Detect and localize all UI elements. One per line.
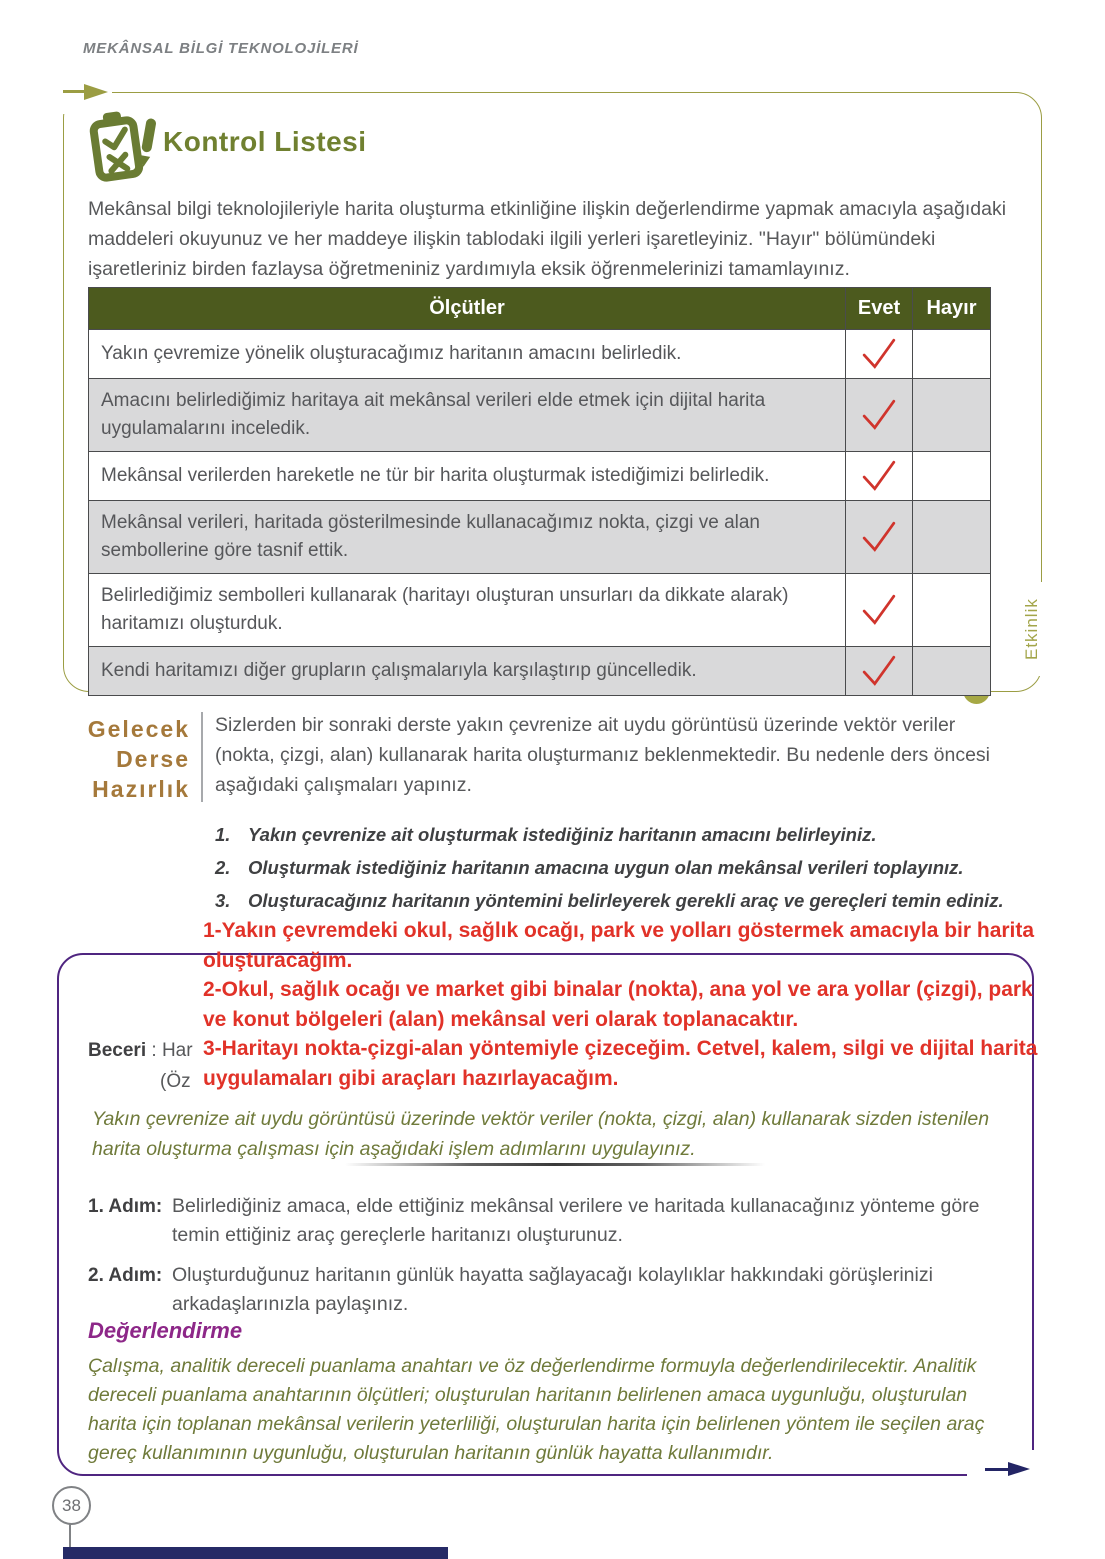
gelecek-derse-hazirlik-label	[86, 714, 190, 804]
beceri-rest: : Har	[146, 1040, 193, 1061]
evet-cell	[846, 330, 913, 379]
table-row	[89, 574, 991, 647]
evet-cell	[846, 379, 913, 452]
side-tab-label: Etkinlik	[1022, 598, 1041, 660]
answer-line: 2-Okul, sağlık ocağı ve market gibi binalar (nokta), ana yol ve ara yollar (çizgi), park ve konut bölgeleri (alan) mekânsal veri olarak toplanacaktır.	[203, 978, 1033, 1031]
column-header-olcutler: Ölçütler	[89, 288, 846, 330]
application-intro: Yakın çevrenize ait uydu görüntüsü üzerinde vektör veriler (nokta, çizgi, alan) kullanarak sizden istenilen harita oluşturma çalışması için aşağıdaki işlem adımlarını uygulayınız.	[92, 1108, 990, 1160]
intro-paragraph: Mekânsal bilgi teknolojileriyle harita oluşturma etkinliğine ilişkin değerlendirme yapmak amacıyla aşağıdaki maddeleri okuyunuz ve her maddeye ilişkin tablodaki ilgili yerleri işaretleyiniz. "Hayır" bölümündeki işaretleriniz birden fazlaysa öğretmeniniz yardımıyla eksik öğrenmelerinizi tamamlayınız.	[88, 198, 1007, 280]
list-number: 1.	[215, 824, 231, 845]
arrow-right-icon	[63, 90, 85, 93]
evet-cell	[846, 452, 913, 501]
criterion-text: Amacını belirlediğimiz haritaya ait mekânsal verileri elde etmek için dijital harita uygulamalarını inceledik.	[89, 379, 846, 452]
criterion-text: Mekânsal verileri, haritada gösterilmesinde kullanacağımız nokta, çizgi ve alan sembollerine göre tasnif ettik.	[89, 501, 846, 574]
hayir-cell	[913, 452, 991, 501]
beceri-bold: Beceri	[88, 1040, 147, 1061]
label-line: Hazırlık	[92, 776, 190, 802]
criterion-text: Mekânsal verilerden hareketle ne tür bir harita oluşturmak istediğimizi belirledik.	[89, 452, 846, 501]
step-text: Oluşturduğunuz haritanın günlük hayatta sağlayacağı kolaylıklar hakkındaki görüşlerinizi arkadaşlarınızla paylaşınız.	[172, 1264, 933, 1315]
list-item	[215, 851, 1045, 884]
arrow-right-icon	[985, 1468, 1009, 1471]
clipboard-check-icon	[84, 106, 158, 188]
checkmark-icon	[861, 399, 897, 431]
hayir-cell	[913, 501, 991, 574]
label-line: Derse	[116, 746, 190, 772]
checkmark-icon	[861, 655, 897, 687]
page-number: 38	[62, 1495, 81, 1515]
column-header-hayir: Hayır	[913, 288, 991, 330]
evet-cell	[846, 647, 913, 696]
evet-cell	[846, 501, 913, 574]
list-number: 2.	[215, 857, 231, 878]
step-label: 2. Adım:	[88, 1265, 163, 1286]
table-row	[89, 330, 991, 379]
step-text: Belirlediğiniz amaca, elde ettiğiniz mekânsal verilere ve haritada kullanacağınız yönteme göre temin ettiğiniz araç gereçlerle haritanızı oluşturunuz.	[172, 1195, 980, 1246]
footer-bar	[63, 1547, 448, 1559]
criterion-text: Kendi haritamızı diğer grupların çalışmalarıyla karşılaştırıp güncelledik.	[89, 647, 846, 696]
answer-line: 3-Haritayı nokta-çizgi-alan yöntemiyle çizeceğim. Cetvel, kalem, silgi ve dijital harita uygulamaları gibi araçları hazırlayacağım.	[203, 1037, 1038, 1090]
checkmark-icon	[861, 521, 897, 553]
step-label: 1. Adım:	[88, 1196, 163, 1217]
criterion-text: Yakın çevremize yönelik oluşturacağımız haritanın amacını belirledik.	[89, 330, 846, 379]
step-item	[88, 1261, 1020, 1319]
criterion-text: Belirlediğimiz sembolleri kullanarak (haritayı oluşturan unsurları da dikkate alarak) haritamızı oluşturduk.	[89, 574, 846, 647]
evaluation-heading: Değerlendirme	[88, 1318, 243, 1343]
list-item	[215, 884, 1045, 917]
beceri-second-line: (Öz	[160, 1071, 191, 1092]
table-row	[89, 379, 991, 452]
hayir-cell	[913, 574, 991, 647]
evet-cell	[846, 574, 913, 647]
vertical-divider	[201, 712, 203, 802]
list-text: Oluşturmak istediğiniz haritanın amacına uygun olan mekânsal verileri toplayınız.	[248, 857, 964, 878]
running-header: MEKÂNSAL BİLGİ TEKNOLOJİLERİ	[83, 40, 359, 57]
list-item	[215, 818, 1045, 851]
evaluation-paragraph: Çalışma, analitik dereceli puanlama anahtarı ve öz değerlendirme formuyla değerlendirilecektir. Analitik dereceli puanlama anahtarının ölçütleri; oluşturulan haritanın belirlenen amaca uygunluğu, oluşturulan harita için toplanan mekânsal verilerin yeterliliği, oluşturulan harita için belirlenen yöntem ile seçilen araç gereç kullanımının uygunluğu, oluşturulan haritanın günlük hayatta kullanımıdır.	[88, 1355, 985, 1464]
checkmark-icon	[861, 460, 897, 492]
table-header-row	[89, 288, 991, 330]
arrow-right-icon	[84, 84, 108, 100]
list-text: Yakın çevrenize ait oluşturmak istediğiniz haritanın amacını belirleyiniz.	[248, 824, 877, 845]
label-line: Gelecek	[87, 716, 190, 742]
student-answers	[203, 916, 1048, 1093]
list-text: Oluşturacağınız haritanın yöntemini belirleyerek gerekli araç ve gereçleri temin ediniz.	[248, 890, 1004, 911]
checkmark-icon	[861, 338, 897, 370]
checklist-table	[88, 287, 991, 696]
page-number-connector	[69, 1523, 71, 1548]
list-number: 3.	[215, 890, 231, 911]
answer-line: 1-Yakın çevremdeki okul, sağlık ocağı, park ve yolları göstermek amacıyla bir harita oluşturacağım.	[203, 919, 1035, 972]
step-item	[88, 1192, 1020, 1250]
hayir-cell	[913, 379, 991, 452]
table-row	[89, 501, 991, 574]
table-row	[89, 452, 991, 501]
hayir-cell	[913, 330, 991, 379]
column-header-evet: Evet	[846, 288, 913, 330]
hayir-cell	[913, 647, 991, 696]
steps-list	[88, 1192, 1020, 1330]
checkmark-icon	[861, 594, 897, 626]
section-title: Kontrol Listesi	[163, 126, 367, 157]
page-number-badge	[52, 1486, 91, 1525]
preparation-list	[215, 818, 1045, 917]
beceri-label	[88, 1040, 193, 1062]
gelecek-intro-paragraph: Sizlerden bir sonraki derste yakın çevrenize ait uydu görüntüsü üzerinde vektör veriler (nokta, çizgi, alan) kullanarak harita oluşturmanız beklenmektedir. Bu nedenle ders öncesi aşağıdaki çalışmaları yapınız.	[215, 714, 991, 796]
table-row	[89, 647, 991, 696]
